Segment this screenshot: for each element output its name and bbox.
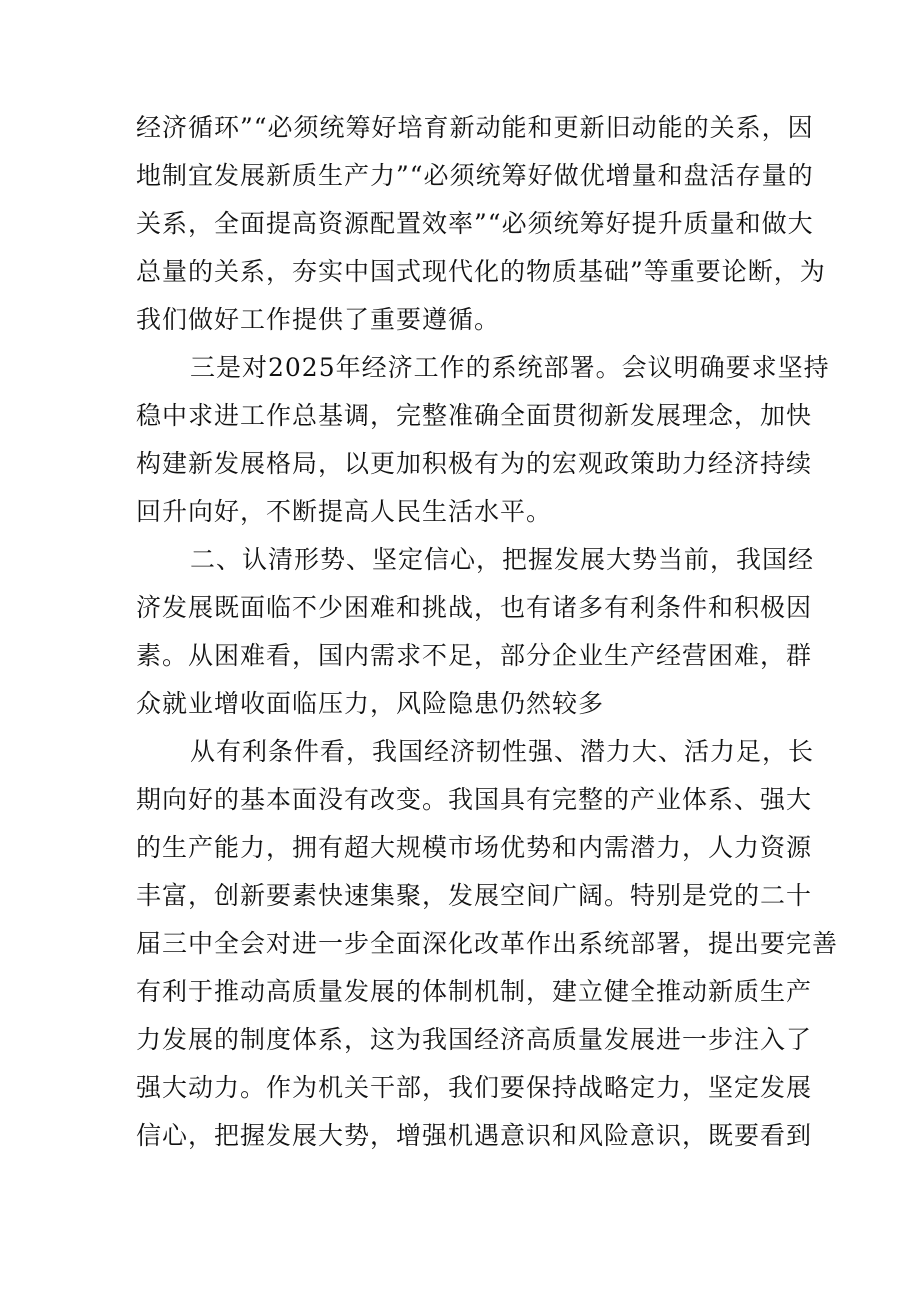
text-line: 地制宜发展新质生产力”“必须统筹好做优增量和盘活存量的 <box>136 161 814 190</box>
text-line: 济发展既面临不少困难和挑战，也有诸多有利条件和积极因 <box>136 593 813 622</box>
text-line: 经济循环”“必须统筹好培育新动能和更新旧动能的关系，因 <box>136 113 814 142</box>
text-line: 回升向好，不断提高人民生活水平。 <box>136 497 553 526</box>
text-line: 众就业增收面临压力，风险隐患仍然较多 <box>136 689 605 718</box>
paragraph-3 <box>136 536 815 728</box>
text-line: 三是对2025年经济工作的系统部署。会议明确要求坚持 <box>190 353 830 382</box>
text-line: 届三中全会对进一步全面深化改革作出系统部署，提出要完善 <box>136 929 839 958</box>
text-line: 我们做好工作提供了重要遵循。 <box>136 305 501 334</box>
paragraph-2 <box>136 344 830 536</box>
paragraph-4 <box>136 728 839 1160</box>
text-line: 强大动力。作为机关干部，我们要保持战略定力，坚定发展 <box>136 1073 813 1102</box>
text-line: 丰富，创新要素快速集聚，发展空间广阔。特别是党的二十 <box>136 881 813 910</box>
text-line: 关系，全面提高资源配置效率”“必须统筹好提升质量和做大 <box>136 209 814 238</box>
paragraph-1 <box>136 104 826 344</box>
text-line: 从有利条件看，我国经济韧性强、潜力大、活力足，长 <box>190 737 815 766</box>
text-line: 有利于推动高质量发展的体制机制，建立健全推动新质生产 <box>136 977 813 1006</box>
text-line: 总量的关系，夯实中国式现代化的物质基础”等重要论断，为 <box>136 257 826 286</box>
text-line: 力发展的制度体系，这为我国经济高质量发展进一步注入了 <box>136 1025 813 1054</box>
text-line: 二、认清形势、坚定信心，把握发展大势当前，我国经 <box>190 545 815 574</box>
document-page <box>136 104 839 1160</box>
text-line: 期向好的基本面没有改变。我国具有完整的产业体系、强大 <box>136 785 813 814</box>
text-line: 的生产能力，拥有超大规模市场优势和内需潜力，人力资源 <box>136 833 813 862</box>
text-line: 构建新发展格局，以更加积极有为的宏观政策助力经济持续 <box>136 449 813 478</box>
text-line: 信心，把握发展大势，增强机遇意识和风险意识，既要看到 <box>136 1121 813 1150</box>
text-line: 素。从困难看，国内需求不足，部分企业生产经营困难，群 <box>136 641 813 670</box>
text-line: 稳中求进工作总基调，完整准确全面贯彻新发展理念，加快 <box>136 401 813 430</box>
